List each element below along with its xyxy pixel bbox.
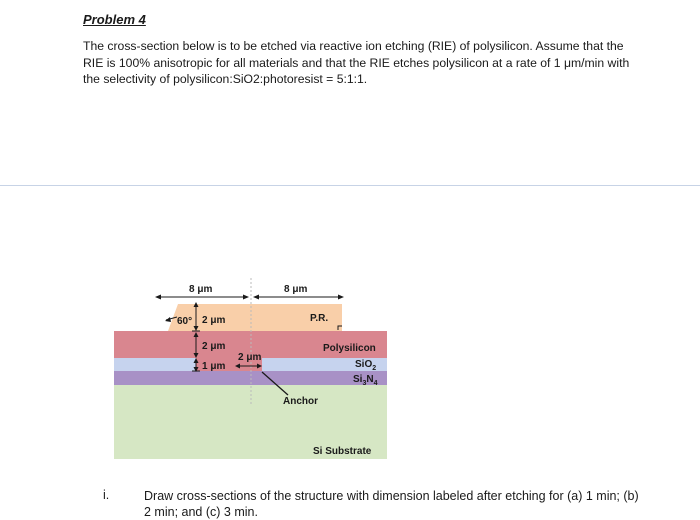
dim-arrowhead — [165, 317, 171, 322]
anchor-width-label: 2 μm — [238, 352, 262, 363]
si3n4-label: $Si_3N_4$ — [353, 374, 378, 387]
dim-left-label: 8 μm — [189, 284, 213, 295]
angle-label: 60° — [177, 316, 193, 327]
anchor-label: Anchor — [283, 396, 318, 407]
dim-right-label: 8 μm — [284, 284, 308, 295]
problem-paragraph: The cross-section below is to be etched via reactive ion etching (RIE) of polysilicon. Assume that the RIE is 100% anisotropic for all materials and that the RIE etches polysilicon at a rate of 1 μm/min with the selectivity of polysilicon:SiO2:photoresist = 5:1:1. — [83, 39, 630, 86]
dim-arrowhead — [243, 295, 249, 300]
polysilicon-label: Polysilicon — [323, 343, 376, 354]
pr-thickness-label: 2 μm — [202, 315, 226, 326]
oxide-thickness-label: 1 μm — [202, 361, 226, 372]
dim-arrowhead — [155, 295, 161, 300]
sio2-label: SiO$_2$ — [355, 359, 377, 372]
question-text: Draw cross-sections of the structure with dimension labeled after etching for (a) 1 min; (b) 2 min; and (c) 3 min. — [144, 489, 639, 519]
dim-arrowhead — [338, 295, 344, 300]
question-number: i. — [103, 488, 110, 502]
poly-thickness-label: 2 μm — [202, 341, 226, 352]
problem-title: Problem 4 — [83, 12, 146, 27]
pr-label: P.R. — [310, 313, 329, 324]
substrate-label: Si Substrate — [313, 446, 372, 457]
sio2-layer-left — [114, 358, 196, 371]
dim-arrowhead — [253, 295, 259, 300]
